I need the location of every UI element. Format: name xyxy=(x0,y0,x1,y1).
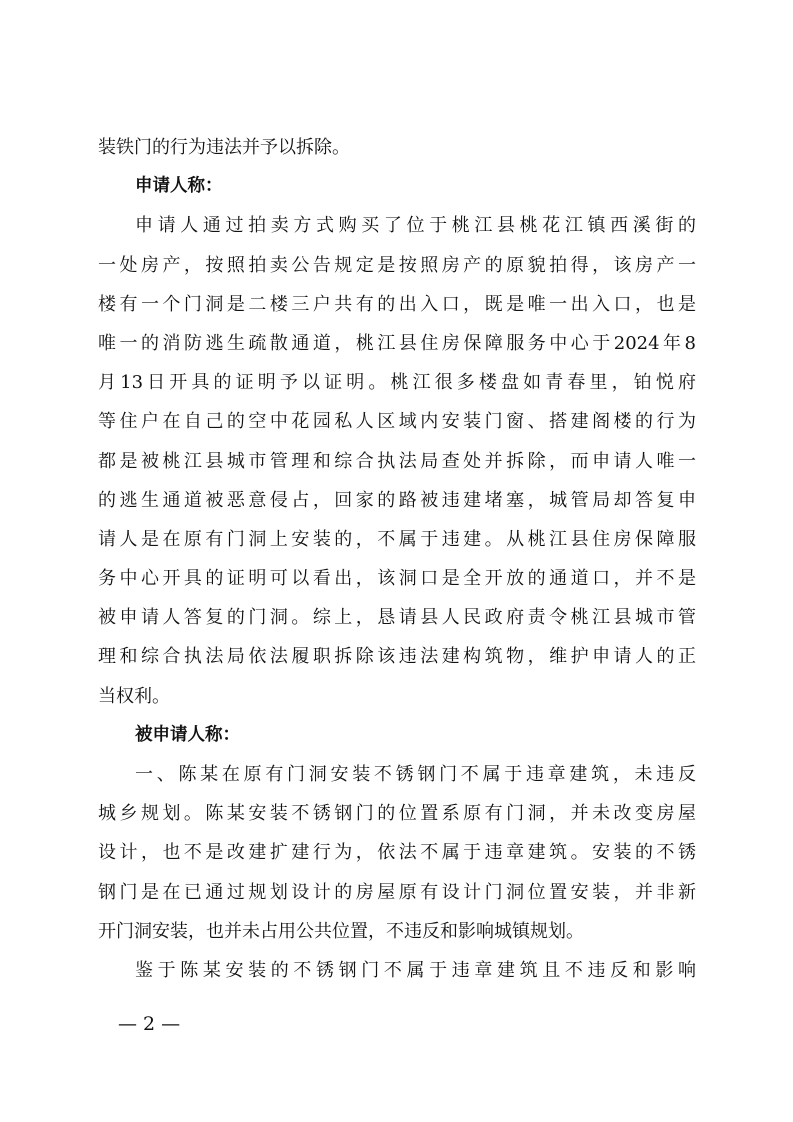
paragraph-line: 都是被桃江县城市管理和综合执法局查处并拆除，而申请人唯一 xyxy=(98,450,696,472)
paragraph-line: 鉴于陈某安装的不锈钢门不属于违章建筑且不违反和影响 xyxy=(135,959,696,981)
paragraph-line: 等住户在自己的空中花园私人区域内安装门窗、搭建阁楼的行为 xyxy=(98,411,696,433)
paragraph-line: 唯一的消防逃生疏散通道，桃江县住房保障服务中心于2024年8 xyxy=(98,332,696,354)
paragraph-line: 被申请人答复的门洞。综上，恳请县人民政府责令桃江县城市管 xyxy=(98,607,696,629)
paragraph-line: 务中心开具的证明可以看出，该洞口是全开放的通道口，并不是 xyxy=(98,568,696,590)
paragraph-line: 开门洞安装，也并未占用公共位置，不违反和影响城镇规划。 xyxy=(98,920,584,942)
paragraph-line: 一、陈某在原有门洞安装不锈钢门不属于违章建筑，未违反 xyxy=(135,764,696,785)
paragraph-line: 的逃生通道被恶意侵占，回家的路被违建堵塞，城管局却答复申 xyxy=(98,489,696,511)
paragraph-line: 月13日开具的证明予以证明。桃江很多楼盘如青春里，铂悦府 xyxy=(98,372,696,394)
paragraph-line: 一处房产，按照拍卖公告规定是按照房产的原貌拍得，该房产一 xyxy=(98,254,696,276)
section-heading-respondent: 被申请人称： xyxy=(135,724,240,745)
paragraph-line: 理和综合执法局依法履职拆除该违法建构筑物，维护申请人的正 xyxy=(98,646,696,668)
paragraph-line: 请人是在原有门洞上安装的，不属于违建。从桃江县住房保障服 xyxy=(98,528,696,550)
paragraph-line: 设计，也不是改建扩建行为，依法不属于违章建筑。安装的不锈 xyxy=(98,842,696,864)
paragraph-line: 钢门是在已通过规划设计的房屋原有设计门洞位置安装，并非新 xyxy=(98,881,696,903)
body-text xyxy=(98,128,696,990)
paragraph-line: 申请人通过拍卖方式购买了位于桃江县桃花江镇西溪街的 xyxy=(135,215,696,237)
paragraph-line: 楼有一个门洞是二楼三户共有的出入口，既是唯一出入口，也是 xyxy=(98,293,696,315)
paragraph-line: 装铁门的行为违法并予以拆除。 xyxy=(98,137,350,158)
section-heading-applicant: 申请人称： xyxy=(135,176,223,197)
paragraph-line: 当权利。 xyxy=(98,685,170,707)
page-number: — 2 — xyxy=(118,1013,181,1035)
paragraph-line: 城乡规划。陈某安装不锈钢门的位置系原有门洞，并未改变房屋 xyxy=(98,803,696,825)
